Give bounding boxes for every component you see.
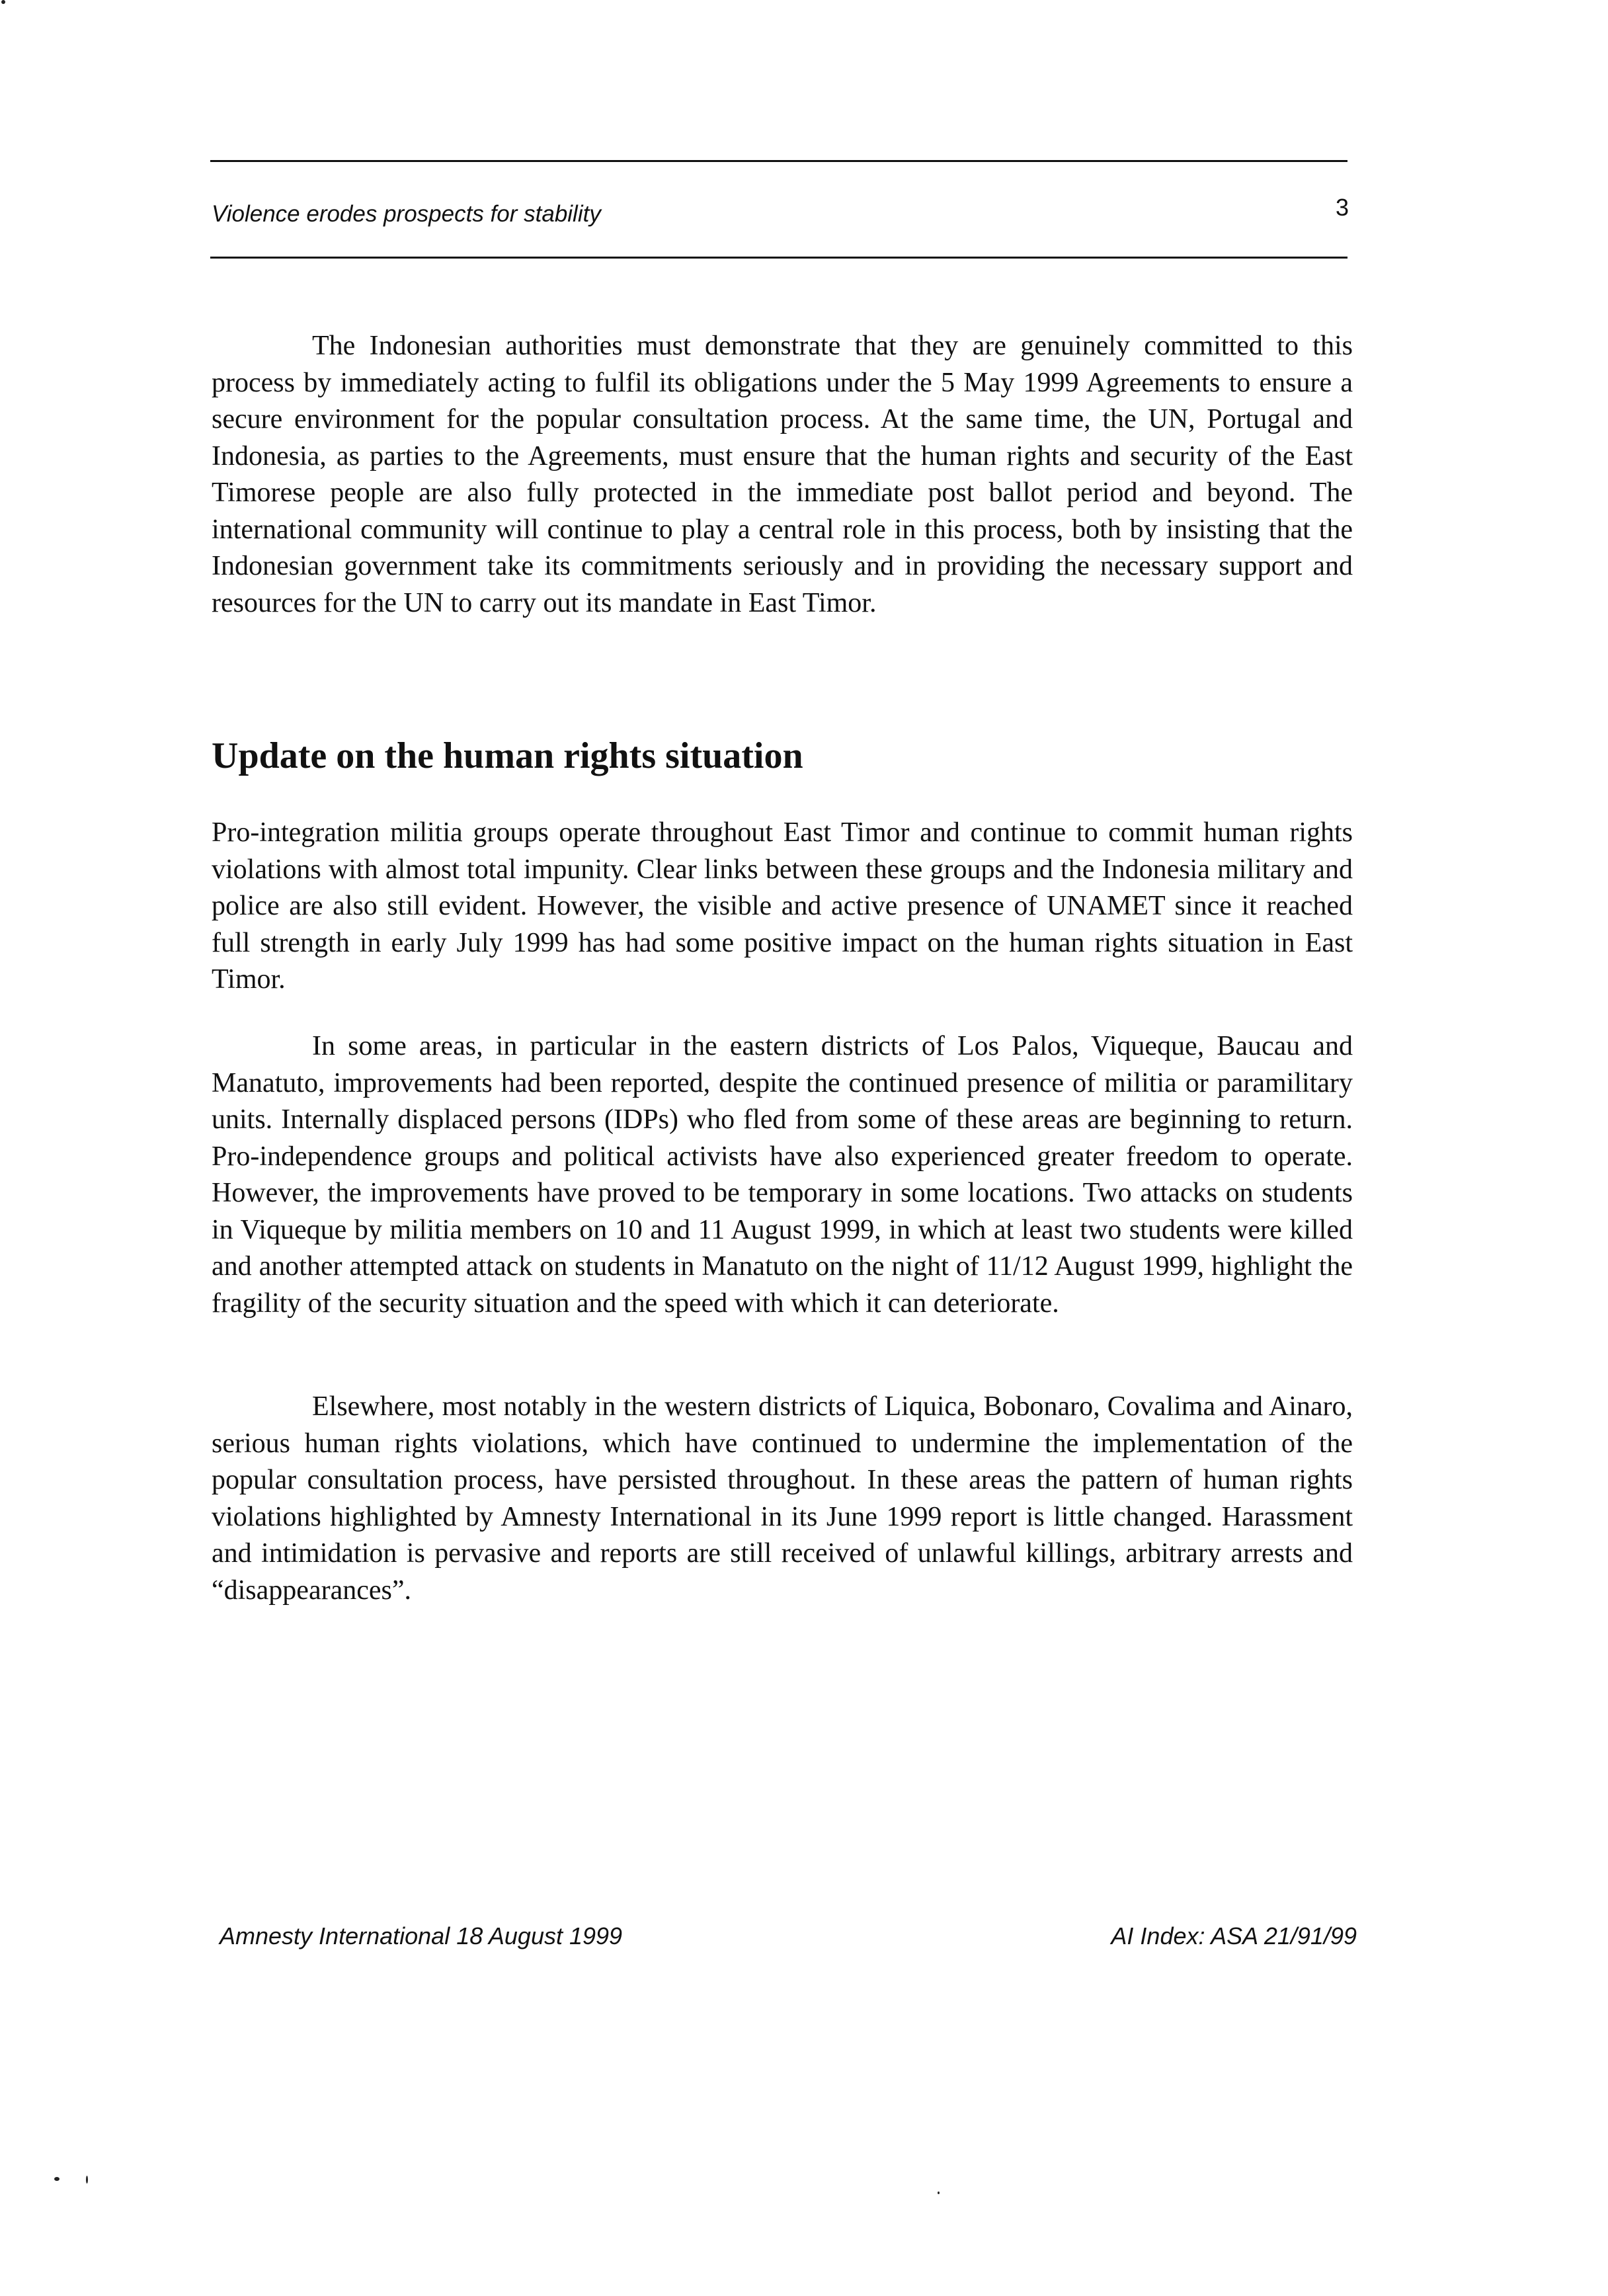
header-top-rule — [210, 160, 1347, 162]
paragraph-western-districts: Elsewhere, most notably in the western districts of Liquica, Bobonaro, Covalima and Ainaro, serious human rights violations, which have continued to undermine the implementation of the popular consultation process, have persisted throughout. In these areas the pattern of human rights violations highlighted by Amnesty International in its June 1999 report is little changed. Harassment and intimidation is pervasive and reports are still received of unlawful killings, arbitrary arrests and “disappearances”. — [212, 1391, 1353, 1606]
scan-speck — [54, 2177, 60, 2181]
paragraph-eastern-districts: In some areas, in particular in the eastern districts of Los Palos, Viqueque, Baucau and Manatuto, improvements had been reported, despite the continued presence of militia or paramilitary units. Internally displaced persons (IDPs) who fled from some of these areas are beginning to return. Pro-independence groups and political activists have also experienced greater freedom to operate. However, the improvements have proved to be temporary in some locations. Two attacks on students in Viqueque by militia members on 10 and 11 August 1999, in which at least two students were killed and another attempted attack on students in Manatuto on the night of 11/12 August 1999, highlight the fragility of the security situation and the speed with which it can deteriorate. — [212, 1031, 1353, 1319]
paragraph-commitment: The Indonesian authorities must demonstrate that they are genuinely committed to this process by immediately acting to fulfil its obligations under the 5 May 1999 Agreements to ensure a secure environment for the popular consultation process. At the same time, the UN, Portugal and Indonesia, as parties to the Agreements, must ensure that the human rights and security of the East Timorese people are also fully protected in the immediate post ballot period and beyond. The international community will continue to play a central role in this process, both by insisting that the Indonesian government take its commitments seriously and in providing the necessary support and resources for the UN to carry out its mandate in East Timor. — [212, 331, 1353, 618]
section-heading: Update on the human rights situation — [212, 735, 803, 776]
footer-ai-index: AI Index: ASA 21/91/99 — [1111, 1922, 1357, 1949]
header-bottom-rule — [210, 257, 1347, 259]
scan-speck — [938, 2192, 940, 2194]
scan-speck — [1, 0, 5, 4]
page-number: 3 — [1335, 194, 1349, 221]
paragraph-militia: Pro-integration militia groups operate throughout East Timor and continue to commit human rights violations with almost total impunity. Clear links between these groups and the Indonesia military and police are also still evident. However, the visible and active presence of UNAMET since it reached full strength in early July 1999 has had some positive impact on the human rights situation in East Timor. — [212, 817, 1353, 995]
running-header-title: Violence erodes prospects for stability — [212, 201, 601, 227]
footer-publisher-date: Amnesty International 18 August 1999 — [220, 1922, 623, 1949]
scan-speck — [86, 2176, 88, 2184]
